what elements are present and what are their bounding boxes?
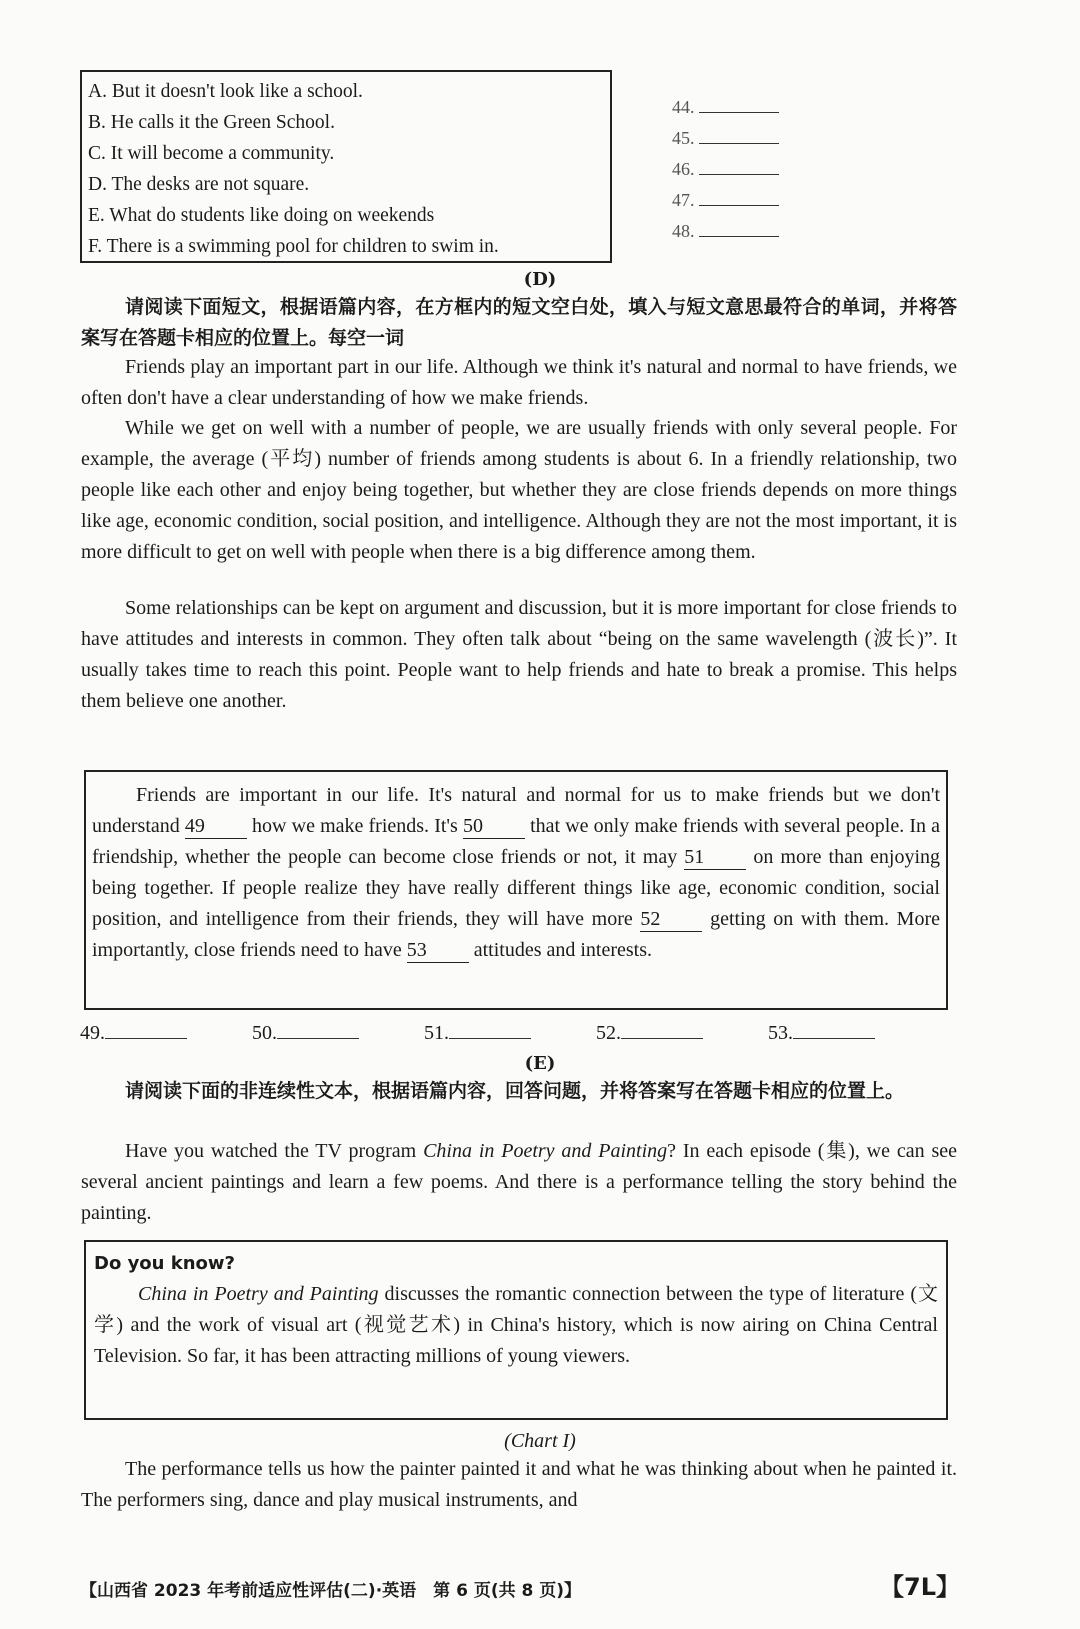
option-d: D. The desks are not square. — [88, 174, 310, 195]
blank-51: 51 — [684, 845, 746, 870]
do-you-know-box — [84, 1240, 948, 1420]
answer-blank-51: 51. — [424, 1018, 596, 1049]
summary-text: how we make friends. It's — [252, 815, 458, 837]
summary-text: that we only make friends with several people. In a friendship, whether the people can become close friends or not, it may — [92, 815, 941, 868]
answer-blank-49: 49. — [80, 1018, 252, 1049]
footer-code: 【7L】 — [880, 1573, 960, 1601]
options-box — [80, 70, 612, 263]
answer-blank: 44. — [672, 92, 812, 123]
section-d-paragraph-2: While we get on well with a number of people, we are usually friends with only several people. For example, the average (平均) number of friends among students is about 6. In a friendly relationship, two people like each other and enjoy being together, but whether they are close friends depends on more things like age, economic condition, social position, and intelligence. Although they are not the most important, it is more difficult to get on well with people when there is a big difference among them. — [81, 417, 957, 563]
section-e-paragraph-1: Have you watched the TV program China in Poetry and Painting? In each episode (集), we can see several ancient paintings and learn a few poems. And there is a performance telling the story behind the painting. — [81, 1140, 958, 1224]
summary-box — [84, 770, 948, 1010]
option-c: C. It will become a community. — [88, 143, 335, 164]
summary-text: getting on with them. More importantly, close friends need to have — [92, 908, 941, 961]
summary-text: attitudes and interests. — [473, 939, 653, 961]
section-d-paragraph-3: Some relationships can be kept on argument and discussion, but it is more important for close friends to have attitudes and interests in common. They often talk about “being on the same wavelength (波长)”. It usually takes time to reach this point. People want to help friends and hate to break a promise. This helps them believe one another. — [81, 597, 957, 712]
answer-blank: 47. — [672, 185, 812, 216]
blank-49: 49 — [185, 814, 247, 839]
program-title: China in Poetry and Painting — [423, 1140, 668, 1162]
page-footer — [80, 1574, 960, 1610]
answer-blanks-row — [80, 1018, 950, 1049]
option-b: B. He calls it the Green School. — [88, 112, 335, 133]
section-e-instruction: 请阅读下面的非连续性文本，根据语篇内容，回答问题，并将答案写在答题卡相应的位置上。 — [125, 1080, 905, 1102]
section-d-title: (D) — [523, 269, 557, 290]
section-d-instruction: 请阅读下面短文，根据语篇内容，在方框内的短文空白处，填入与短文意思最符合的单词，并将答案写在答题卡相应的位置上。每空一词 — [81, 296, 957, 349]
summary-text: on more than enjoying being together. If people realize they have really different things like age, economic condition, social position, and intelligence from their friends, they will have more — [92, 846, 941, 930]
option-answer-blanks — [672, 92, 812, 247]
do-you-know-title: Do you know? — [94, 1253, 235, 1274]
option-f: F. There is a swimming pool for children to swim in. — [88, 236, 499, 257]
answer-blank-50: 50. — [252, 1018, 424, 1049]
blank-52: 52 — [640, 907, 702, 932]
answer-blank-52: 52. — [596, 1018, 768, 1049]
summary-text: Friends are important in our life. It's natural and normal for us to make friends but we don't understand — [92, 784, 940, 837]
do-you-know-text: China in Poetry and Painting discusses the romantic connection between the type of literature (文学) and the work of visual art (视觉艺术) in China's history, which is now airing on China Central Television. So far, it has been attracting millions of young viewers. — [94, 1283, 939, 1367]
section-d-paragraph-1: Friends play an important part in our life. Although we think it's natural and normal to have friends, we often don't have a clear understanding of how we make friends. — [81, 356, 957, 409]
blank-53: 53 — [407, 938, 469, 963]
section-e-title: (E) — [524, 1053, 556, 1074]
answer-blank: 46. — [672, 154, 812, 185]
answer-blank: 45. — [672, 123, 812, 154]
answer-blank-53: 53. — [768, 1018, 940, 1049]
answer-blank: 48. — [672, 216, 812, 247]
option-e: E. What do students like doing on weekends — [88, 205, 435, 226]
section-e-paragraph-2: The performance tells us how the painter painted it and what he was thinking about when he painted it. The performers sing, dance and play musical instruments, and — [81, 1458, 957, 1511]
chart-label: (Chart I) — [504, 1430, 576, 1452]
footer-exam-info: 【山西省 2023 年考前适应性评估(二)·英语 第 6 页(共 8 页)】 — [80, 1581, 582, 1601]
option-a: A. But it doesn't look like a school. — [88, 81, 363, 102]
blank-50: 50 — [463, 814, 525, 839]
